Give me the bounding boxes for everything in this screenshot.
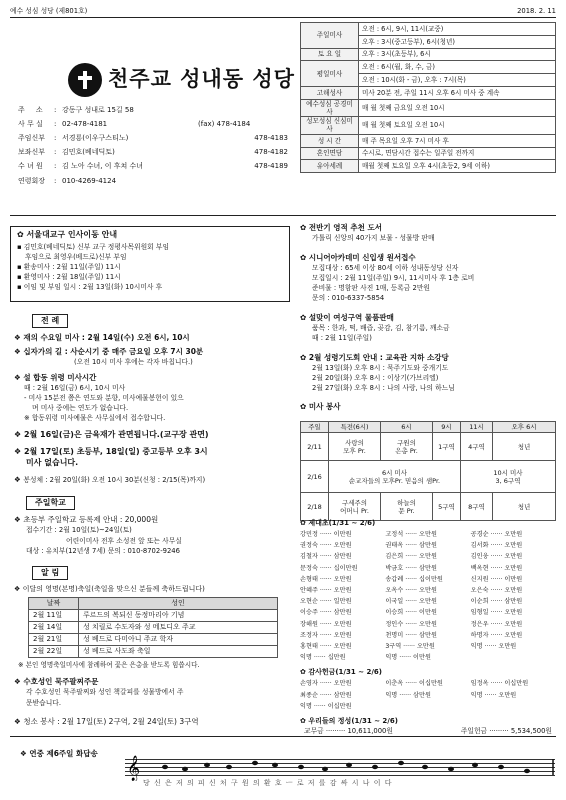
notice-line: ▪ 환송미사 : 2월 11일(주일) 11시	[17, 263, 121, 271]
church-title: 천주교 성내동 성당	[108, 66, 295, 91]
donor-entry: 천명미 ······ 삼만원	[385, 631, 437, 639]
donor-row	[300, 585, 556, 596]
list-item: - 미사 15분전 쯤은 연도와 분향, 미사예물봉헌이 있으	[24, 394, 184, 402]
list-item: 대상 : 유치부(12년생 7세) 문의 : 010-8702-9246	[26, 547, 180, 555]
donor-entry: 손영자 ······ 오만원	[300, 680, 352, 688]
donor-entry: 신지원 ······ 이만원	[470, 575, 523, 583]
donor-row	[300, 630, 556, 641]
donor-entry: 임정옥 ······ 이십만원	[470, 680, 529, 688]
issue-date: 2018. 2. 11	[517, 7, 556, 15]
list-item: 어린이미사 전후 소성전 앞 또는 사무실	[66, 536, 182, 545]
divider	[10, 215, 556, 216]
table-row: 2월 22일 성 베드로 사도좌 축일	[29, 646, 278, 658]
list-item: ❖ 수호성인 묵주팔찌주문	[14, 677, 99, 686]
list-item: ❖ 청소 봉사 : 2월 17일(토) 2구역, 2월 24일(토) 3구역	[14, 717, 199, 726]
donor-entry: 조정자 ······ 오만원	[300, 631, 352, 639]
donor-entry: 익명 ······ 오만원	[470, 643, 517, 651]
list-item: ✿ 전반기 영적 추천 도서	[300, 223, 382, 232]
info-row: 연령회장 : 010-4269-4124	[18, 176, 117, 185]
top-header	[10, 5, 556, 18]
list-item: 때 : 2월 11일(주일)	[312, 334, 372, 342]
list-item: ✿ 2월 성령기도회 안내 : 교육관 지하 소강당	[300, 353, 449, 362]
donor-row	[300, 529, 556, 540]
donor-entry: 이승주 ······ 삼만원	[300, 609, 352, 617]
donor-entry: 이승희 ······ 이만원	[385, 609, 437, 617]
list-item: ❖ 2월 16일(금)은 금육재가 관면됩니다.(교구장 관면)	[14, 430, 209, 439]
donor-entry: 공경순 ······ 오만원	[470, 531, 523, 538]
thanks-list	[300, 678, 556, 712]
donor-entry: 하명자 ······ 오만원	[470, 631, 523, 639]
donor-entry: 김인웅 ······ 오만원	[470, 553, 523, 561]
list-item: ❖ 재의 수요일 미사 : 2월 14일(수) 오전 6시, 10시	[14, 333, 190, 342]
donor-entry: 송갑례 ······ 십이만원	[385, 575, 443, 583]
notes-graphic	[125, 755, 555, 781]
list-item: ✿ 제대초(1/31 ~ 2/6)	[300, 519, 376, 527]
right-notices	[300, 222, 556, 412]
list-item: 각 수호성인 묵주팔찌와 성인 책갈피를 성물방에서 주	[26, 688, 184, 696]
offering-row: 교무금 ········· 10,611,000원 주일헌금 ········· 5,534,500원	[304, 727, 552, 736]
list-item: ✿ 우리들의 정성(1/31 ~ 2/6)	[300, 717, 398, 726]
anniv-title	[14, 584, 294, 595]
notice-line: ▪ 환영미사 : 2월 18일(주일) 11시	[17, 273, 121, 281]
donor-row	[300, 607, 556, 618]
hymn-title: ❖ 연중 제6주일 화답송	[20, 749, 98, 758]
list-item: ✿ 설맞이 여성구역 물품판매	[300, 313, 394, 322]
donor-list	[300, 529, 556, 663]
church-logo-icon	[68, 63, 102, 97]
list-item: 2월 27일(화) 오후 8시 : 나의 사랑, 나의 하느님	[312, 384, 455, 392]
donor-entry: 정인수 ······ 오만원	[385, 620, 437, 628]
donor-entry: 고정석 ······ 오만원	[385, 531, 437, 538]
donor-entry: 익명 ······ 이십만원	[300, 702, 352, 710]
cleaning-info	[14, 716, 294, 727]
section-rites: 전 례	[32, 314, 68, 328]
donor-entry: 김서화 ······ 오만원	[470, 542, 523, 550]
donor-entry: 3구역 ······ 오만원	[385, 643, 435, 651]
table-row: 2/11 사랑의 모후 Pr. 구원의 은총 Pr. 1구역 4구역 청년	[301, 433, 556, 461]
donor-row	[300, 652, 556, 663]
list-item: 접수기간 : 2월 10일(토)~24일(토)	[26, 526, 132, 534]
anniv-note: ※ 본인 영명축일미사에 참례하여 꽃은 은총을 받도록 힘씁시다.	[18, 661, 200, 669]
list-item: 2월 13일(화) 오후 8시 : 묵주기도와 중개기도	[312, 364, 449, 372]
list-item: (오전 10시 미사 후에는 각자 바칩니다.)	[74, 358, 193, 366]
donor-entry: 이순희 ······ 삼만원	[470, 598, 523, 606]
list-item: 문받습니다.	[26, 698, 61, 707]
donor-entry	[385, 701, 470, 712]
info-row: 사 무 실 : 02-478-4181 (fax) 478-4184	[18, 119, 251, 128]
donor-entry: 임형일 ······ 오만원	[470, 609, 523, 617]
donor-entry: 오은숙 ······ 오만원	[470, 587, 523, 595]
donor-entry: 홍현태 ······ 오만원	[300, 643, 352, 651]
donor-row	[300, 678, 556, 689]
donor-row	[300, 596, 556, 607]
donation-section	[300, 518, 556, 736]
donor-entry: 익명 ······ 이만원	[385, 654, 431, 662]
list-item: 며 미사 중에는 연도가 없습니다.	[32, 404, 129, 412]
donor-row	[300, 574, 556, 585]
list-item: ❖ 설 합동 위령 미사시간	[14, 373, 97, 382]
list-item: 모집일시 : 2월 11일(주일) 9시, 11시미사 후 1층 로비	[312, 274, 475, 282]
list-item: ✿ 미사 봉사	[300, 402, 341, 411]
notice-line: 후임으로 최영우(베드로)신부 부임	[25, 253, 127, 261]
donor-entry: 김은희 ······ 오만원	[385, 553, 437, 561]
list-item: 때 : 2월 16일(금) 6시, 10시 미사	[24, 384, 126, 392]
rites-list	[14, 332, 292, 486]
donor-entry: 정은우 ······ 오만원	[470, 620, 523, 628]
info-row: 주임신부 : 서경룡(이우구스티노) 478-4183	[18, 134, 288, 143]
donor-entry: 이국일 ······ 오만원	[385, 598, 437, 606]
list-item: 2월 20일(화) 오후 8시 : 이상기(가브리엘)	[312, 374, 439, 382]
list-item: ❖ 봉성체 : 2월 20일(화) 오전 10시 30분(신청 : 2/15(목)까지)	[14, 475, 206, 484]
donor-row	[300, 551, 556, 562]
list-item: ❖ 2월 17일(토) 초등부, 18일(일) 중고등부 오후 3시	[14, 447, 208, 456]
list-item: 가톨릭 신앙의 40가지 보물 - 성물방 판매	[312, 234, 435, 242]
donor-entry: 김철자 ······ 삼만원	[300, 553, 352, 561]
donor-entry: 권태옥 ······ 삼만원	[385, 542, 437, 550]
table-row: 2월 14일 성 치릴로 수도자와 성 메토디오 주교	[29, 622, 278, 634]
donor-entry: 익명 ······ 십만원	[300, 654, 346, 662]
hymn-lyric: 당 신 은 저 의 피 신 처 구 원 의 환 호 ㅡ 로 저 를 감 싸 시 나 이 다	[143, 779, 393, 787]
donor-row	[300, 563, 556, 574]
info-row: 보좌신부 : 김민호(베네딕토) 478-4182	[18, 148, 288, 157]
church-info	[18, 103, 288, 188]
school-info	[14, 514, 292, 557]
info-row: 수 녀 원 : 김 노아 수녀, 이 후쳐 수녀 478-4189	[18, 162, 288, 171]
list-item: 문의 : 010-6337-5854	[312, 294, 385, 302]
list-item: ✿ 시니어아카데미 신입생 원서접수	[300, 253, 416, 262]
donor-entry: 익명 ······ 삼만원	[385, 691, 431, 699]
donor-row	[300, 619, 556, 630]
donor-entry	[471, 701, 556, 712]
list-item: 품목 : 한과, 떡, 배즙, 곶감, 김, 참기름, 깨소금	[312, 324, 450, 332]
svg-text:𝄞: 𝄞	[127, 756, 141, 781]
donor-entry	[471, 652, 556, 663]
donor-entry: 오옥수 ······ 오만원	[385, 587, 437, 595]
table-row: 2/18 구세주의 어머니 Pr. 하늘의 문 Pr. 5구역 8구역 청년	[301, 493, 556, 521]
donor-entry: 안혜주 ······ 오만원	[300, 587, 352, 595]
table-row: 2월 21일 성 베드로 다미아니 주교 학자	[29, 634, 278, 646]
music-staff	[125, 755, 555, 795]
donor-row	[300, 540, 556, 551]
anniv-table: 날짜 성인 2월 11일 루르드의 복되신 동정마리아 기념 2월 14일 성 치릴로 수도자와 성 메토디오 주교 2월 21일 성 베드로 다미아니 주교 학자 2월 22일 성 베드로 사도좌 축일	[28, 597, 278, 658]
list-item: ❖ 이달의 영명(본명)축일(축일을 맞으신 분들께 축하드립니다)	[14, 585, 205, 593]
list-item: ❖ 십자가의 길 : 사순시기 중 매주 금요일 오후 7시 30분	[14, 347, 204, 356]
donor-entry: 권정숙 ······ 오만원	[300, 542, 352, 550]
schedule-table: 주일미사 오전 : 6시, 9시, 11시(교중) 오후 : 3시(중고등부), 6시(청년) 토 요 일 오후 : 3시(초등부), 6시 평일미사 오전 : 6시(월, 화, 수, 금) 오전 : 10시(화 - 금), 오후 : 7시(목) 고해성사 미사 20분 전, 주일 11시 오후 6시 미사 중 계속 예수성심 공경미사 매 월 첫째 금요일 오전 10시 성모성심 신심미사 매 월 첫째 토요일 오전 10시 성 시 간 매 주 목요일 오후 7시 미사 후 혼인면담 수시로, 면담시간 접수는 일주일 전까지 유아세례 매월 첫째 토요일 오후 4시(초등2, 9세 이하)	[300, 22, 556, 173]
donor-row	[300, 641, 556, 652]
notice-line: ▪ 이임 및 부임 일시 : 2월 13일(화) 10시미사 후	[17, 283, 163, 291]
list-item: ✿ 감사헌금(1/31 ~ 2/6)	[300, 668, 382, 677]
list-item: ❖ 초등부 주일학교 등록제 안내 : 20,000원	[14, 515, 159, 524]
notice-title: 서울대교구 인사이동 안내	[26, 230, 118, 239]
donor-entry: 이춘옥 ······ 이십만원	[385, 680, 443, 688]
donor-entry: 손형태 ······ 오만원	[300, 575, 352, 583]
list-item: 모집대상 : 65세 이상 80세 이하 성내동성당 신자	[312, 264, 459, 272]
mass-service-table: 주일 특전(6시) 6시 9시 11시 오후 6시 2/11 사랑의 모후 Pr. 구원의 은총 Pr. 1구역 4구역 청년 2/16 6시 미사 순교자들의 모후Pr. 믿음의 샘Pr. 10시 미사 3, 6구역 2/18 구세주의 어머니 Pr. 하늘의 문 Pr. 5구역 8구역 청년	[300, 421, 556, 521]
flower-icon: ✿	[17, 230, 27, 239]
donor-entry: 박금호 ······ 삼만원	[385, 564, 437, 572]
notice-line: ▪ 김민호(베네딕토) 신부 교구 정평사목위원회 부임	[17, 243, 170, 251]
list-item: ※ 합동위령 미사예물은 사무실에서 접수합니다.	[24, 414, 166, 422]
section-school: 주일학교	[26, 496, 75, 510]
list-item: 미사 없습니다.	[26, 458, 79, 467]
section-notice: 알 림	[32, 566, 68, 580]
donor-entry: 최종순 ······ 삼만원	[300, 691, 352, 699]
info-row: 주 소 : 강동구 성내로 15길 58	[18, 105, 134, 114]
table-row: 2/16 6시 미사 순교자들의 모후Pr. 믿음의 샘Pr. 10시 미사 3, 6구역	[301, 461, 556, 493]
issue-label: 예수 성심 성당 (제801호)	[10, 7, 88, 15]
donor-entry: 백옥현 ······ 오만원	[470, 564, 523, 572]
donor-row	[300, 690, 556, 701]
donor-entry: 익명 ······ 오만원	[470, 691, 517, 699]
rosary-info	[14, 676, 294, 708]
donor-entry: 문정숙 ······ 십이만원	[300, 564, 358, 572]
donor-entry: 오현순 ······ 일만원	[300, 598, 352, 606]
table-row: 2월 11일 루르드의 복되신 동정마리아 기념	[29, 610, 278, 622]
donor-entry: 장해원 ······ 오만원	[300, 620, 352, 628]
divider	[10, 736, 556, 737]
notice-box	[10, 226, 290, 302]
list-item: 준비물 : 명함판 사진 1매, 등록금 2만원	[312, 284, 430, 292]
donor-row	[300, 701, 556, 712]
donor-entry: 강민정 ······ 이만원	[300, 531, 352, 538]
